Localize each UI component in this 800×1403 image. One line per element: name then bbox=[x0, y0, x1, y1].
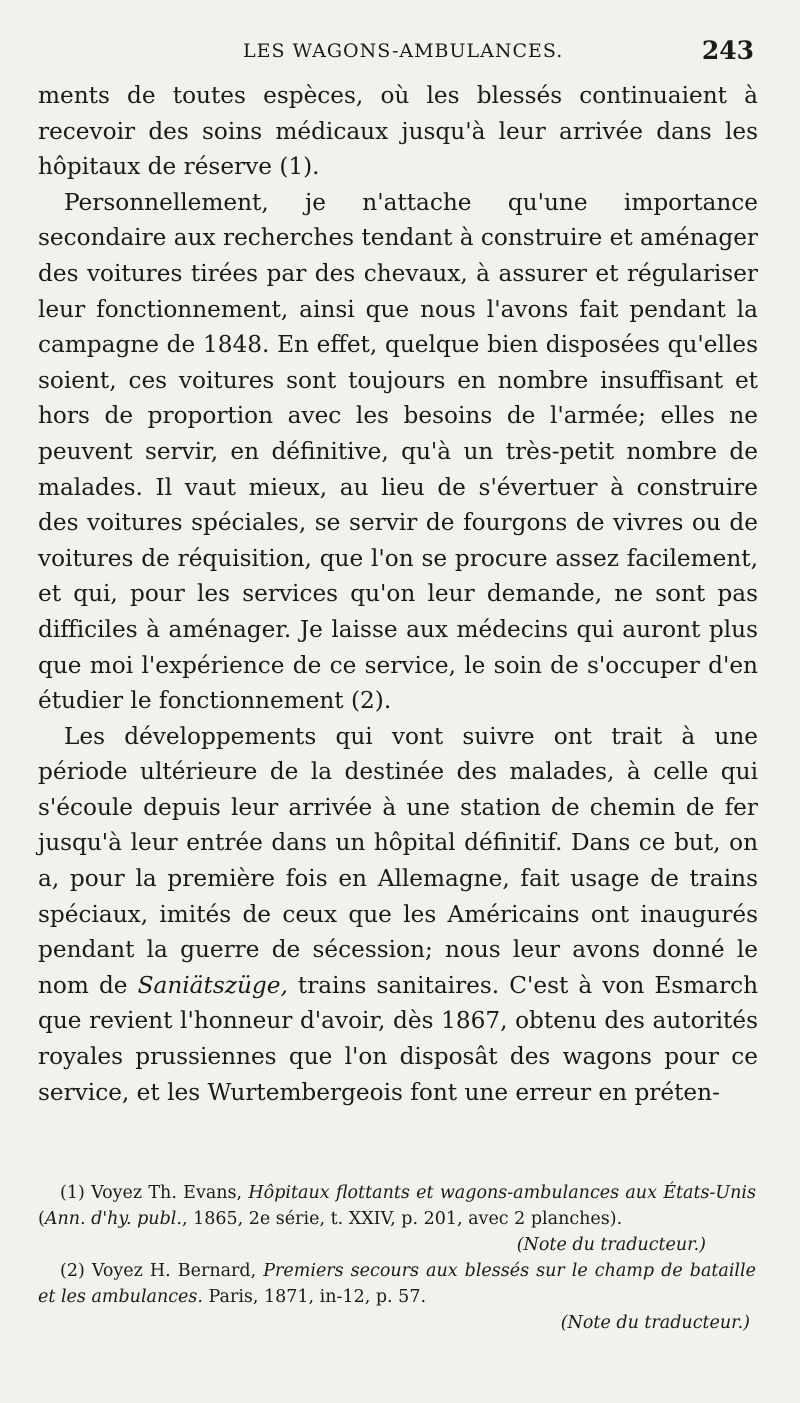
paragraph-1: ments de toutes espèces, où les blessés continuaient à recevoir des soins médicaux jusqu'à leur arrivée dans les hôpitaux de réserve (1). bbox=[38, 82, 758, 181]
running-title: LES WAGONS-AMBULANCES. bbox=[243, 40, 564, 62]
footnotes bbox=[38, 1180, 756, 1336]
footnote-1-prefix: (1) Voyez Th. Evans, bbox=[60, 1183, 243, 1203]
paragraph-2: Personnellement, je n'attache qu'une importance secondaire aux recherches tendant à construire et aménager des voitures tirées par des chevaux, à assurer et régulariser leur fonctionnement, ainsi que nous l'avons fait pendant la campagne de 1848. En effet, quelque bien disposées qu'elles soient, ces voitures sont toujours en nombre insuffisant et hors de proportion avec les besoins de l'armée; elles ne peuvent servir, en définitive, qu'à un très-petit nombre de malades. Il vaut mieux, au lieu de s'évertuer à construire des voitures spéciales, se servir de fourgons de vivres ou de voitures de réquisition, que l'on se procure assez facilement, et qui, pour les services qu'on leur demande, ne sont pas difficiles à aménager. Je laisse aux médecins qui auront plus que moi l'expérience de ce service, le soin de s'occuper d'en étudier le fonctionnement (2). bbox=[38, 188, 758, 715]
footnote-1-journal: Ann. d'hy. publ. bbox=[44, 1209, 182, 1229]
footnote-1-title: Hôpitaux flottants et wagons-ambulances aux États-Unis bbox=[248, 1183, 756, 1203]
footnote-2-attribution: (Note du traducteur.) bbox=[560, 1313, 750, 1333]
footnote-2-title: Premiers secours aux blessés sur le champ de bataille et les ambulances. bbox=[38, 1261, 756, 1307]
footnote-1-rest: , 1865, 2e série, t. XXIV, p. 201, avec 2 planches). bbox=[181, 1209, 623, 1229]
footnote-2-rest: Paris, 1871, in-12, p. 57. bbox=[208, 1287, 427, 1307]
paragraph-3-term: Saniätszüge, bbox=[137, 971, 288, 999]
footnote-1 bbox=[38, 1180, 756, 1258]
footnote-1-attribution: (Note du traducteur.) bbox=[516, 1235, 706, 1255]
footnote-2-prefix: (2) Voyez H. Bernard, bbox=[60, 1261, 257, 1281]
paragraph-3-part-2: trains sanitaires. C'est à von Esmarch que revient l'honneur d'avoir, dès 1867, obtenu des autorités royales prussiennes que l'on disposât des wagons pour ce service, et les Wurtembergeois font une erreur en préten- bbox=[38, 971, 759, 1106]
body-text bbox=[38, 78, 758, 1110]
footnote-2 bbox=[38, 1258, 756, 1336]
paragraph-3 bbox=[38, 719, 758, 1111]
running-header bbox=[38, 34, 758, 74]
page-number: 243 bbox=[701, 36, 754, 65]
paragraph-3-part-1: Les développements qui vont suivre ont trait à une période ultérieure de la destinée des malades, à celle qui s'écoule depuis leur arrivée à une station de chemin de fer jusqu'à leur entrée dans un hôpital définitif. Dans ce but, on a, pour la première fois en Allemagne, fait usage de trains spéciaux, imités de ceux que les Américains ont inaugurés pendant la guerre de sécession; nous leur avons donné le nom de bbox=[38, 722, 758, 999]
footnote-1-open: ( bbox=[38, 1209, 45, 1229]
